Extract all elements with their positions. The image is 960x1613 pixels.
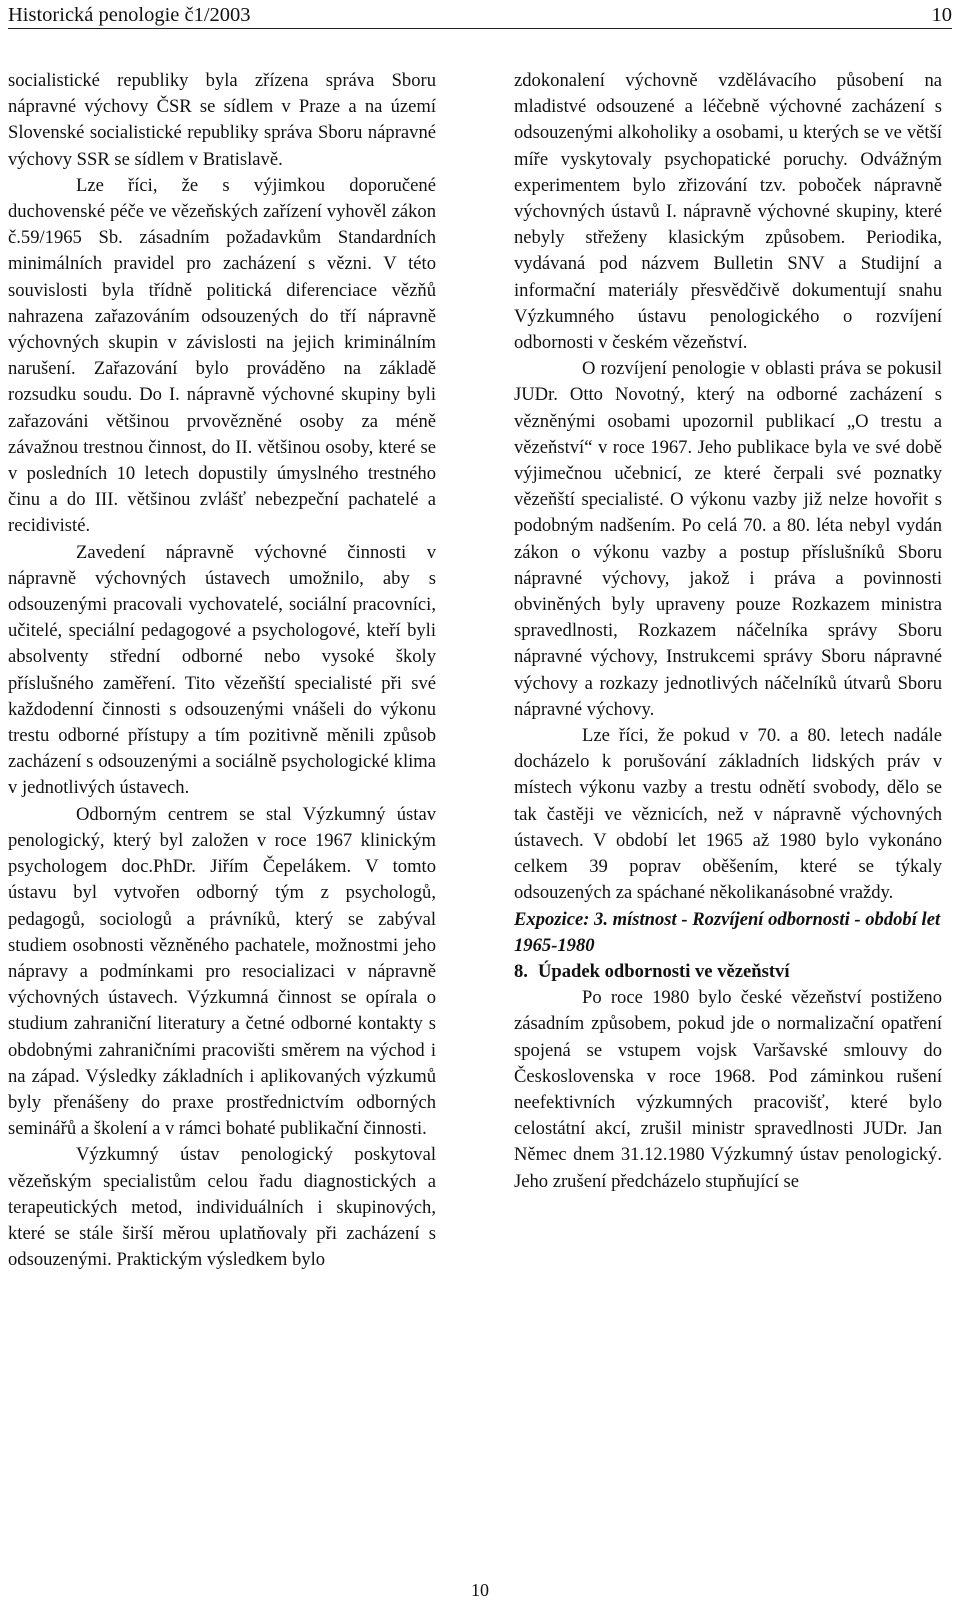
right-column [514, 68, 942, 1195]
journal-title: Historická penologie č1/2003 [8, 4, 251, 26]
footer-page-number: 10 [471, 1580, 489, 1600]
paragraph: Lze říci, že pokud v 70. a 80. letech nadále docházelo k porušování základních lidských práv v místech výkonu vazby a trestu odnětí svobody, dělo se tak častěji ve věznicích, než v nápravně výchovných ústavech. V období let 1965 až 1980 bylo vykonáno celkem 39 poprav oběšením, které se týkaly odsouzených za spáchané několikanásobné vraždy. [514, 725, 942, 904]
header-page-number: 10 [931, 4, 952, 26]
paragraph: Odborným centrem se stal Výzkumný ústav penologický, který byl založen v roce 1967 klinickým psychologem doc.PhDr. Jiřím Čepelákem. V tomto ústavu byl vytvořen odborný tým z psychologů, pedagogů, sociologů a právníků, který se zabýval studiem osobnosti vězněného pachatele, možnostmi jeho nápravy a podmínkami pro resocializaci v nápravně výchovných ústavech. Výzkumná činnost se opírala o studium zahraniční literatury a četné odborné kontakty s obdobnými zahraničními pracovišti směrem na východ i na západ. Výsledky základních i aplikovaných výzkumů byly přenášeny do praxe prostřednictvím odborných seminářů a školení a v rámci bohaté publikační činnosti. [8, 803, 436, 1140]
paragraph: Po roce 1980 bylo české vězeňství postiženo zásadním způsobem, pokud jde o normalizační opatření spojená se vstupem vojsk Varšavské smlouvy do Československa v roce 1968. Pod záminkou rušení neefektivních výzkumných pracovišť, které bylo celostátní akcí, zrušil ministr spravedlnosti JUDr. Jan Němec dnem 31.12.1980 Výzkumný ústav penologický. Jeho zrušení předcházelo stupňující se [514, 987, 942, 1192]
section-title: Úpadek odbornosti ve vězeňství [537, 960, 790, 982]
paragraph: socialistické republiky byla zřízena správa Sboru nápravné výchovy ČSR se sídlem v Praze a na území Slovenské socialistické republiky správa Sboru nápravné výchovy SSR se sídlem v Bratislavě. [8, 70, 436, 170]
paragraph: zdokonalení výchovně vzdělávacího působení na mladistvé odsouzené a léčebně výchovné zacházení s odsouzenými alkoholiky a osobami, u kterých se ve větší míře vyskytovaly psychopatické poruchy. Odvážným experimentem bylo zřizování tzv. poboček nápravně výchovných ústavů I. nápravně výchovné skupiny, které nebyly střeženy klasickým způsobem. Periodika, vydávaná pod názvem Bulletin SNV a Studijní a informační materiály přesvědčivě dokumentují snahu Výzkumného ústavu penologického o rozvíjení odbornosti v českém vězeňství. [514, 70, 942, 354]
left-column [8, 68, 436, 1273]
section-number: 8. [514, 960, 528, 982]
paragraph: O rozvíjení penologie v oblasti práva se pokusil JUDr. Otto Novotný, který na odborné zacházení s vězněnými osobami upozornil publikací „O trestu a vězeňství“ v roce 1967. Jeho publikace byla ve své době výjimečnou učebnicí, ze které čerpali své poznatky vězeňští specialisté. O výkonu vazby již nelze hovořit s podobným nadšením. Po celá 70. a 80. léta nebyl vydán zákon o výkonu vazby a postup příslušníků Sboru nápravné výchovy, jakož i práva a povinnosti obviněných byly upraveny pouze Rozkazem ministra spravedlnosti, Rozkazem náčelníka správy Sboru nápravné výchovy, Instrukcemi správy Sboru nápravné výchovy a rozkazy jednotlivých náčelníků útvarů Sboru nápravné výchovy. [514, 358, 942, 720]
paragraph: Zavedení nápravně výchovné činnosti v nápravně výchovných ústavech umožnilo, aby s odsouzenými pracovali vychovatelé, sociální pracovníci, učitelé, speciální pedagogové a psychologové, kteří byli absolventy střední odborné nebo vysoké školy příslušného zaměření. Tito vězeňští specialisté při své každodenní činnosti s odsouzenými vnášeli do výkonu trestu odborné přístupy a tím pozitivně měnili způsob zacházení s odsouzenými a sociálně psychologické klima v jednotlivých ústavech. [8, 541, 436, 799]
section-heading [514, 959, 942, 985]
exhibition-note: Expozice: 3. místnost - Rozvíjení odbornosti - období let 1965-1980 [514, 908, 941, 956]
paragraph: Lze říci, že s výjimkou doporučené duchovenské péče ve vězeňských zařízení vyhověl zákon č.59/1965 Sb. zásadním požadavkům Standardních minimálních pravidel pro zacházení s vězni. V této souvislosti byla třídně politická diferenciace vězňů nahrazena zařazováním odsouzených do tří nápravně výchovných skupin v závislosti na jejich kriminálním narušení. Zařazování bylo prováděno na základě rozsudku soudu. Do I. nápravně výchovné skupiny byli zařazováni většinou prvovězněné osoby za méně závažnou trestnou činnost, do II. většinou osoby, které se v posledních 10 letech dopustily úmyslného trestného činu a do III. většinou zvlášť nebezpeční pachatelé a recidivisté. [8, 174, 436, 537]
running-header [8, 2, 952, 29]
paragraph: Výzkumný ústav penologický poskytoval vězeňským specialistům celou řadu diagnostických a terapeutických metod, individuálních i skupinových, které se stále širší měrou uplatňovaly při zacházení s odsouzenými. Praktickým výsledkem bylo [8, 1144, 436, 1271]
